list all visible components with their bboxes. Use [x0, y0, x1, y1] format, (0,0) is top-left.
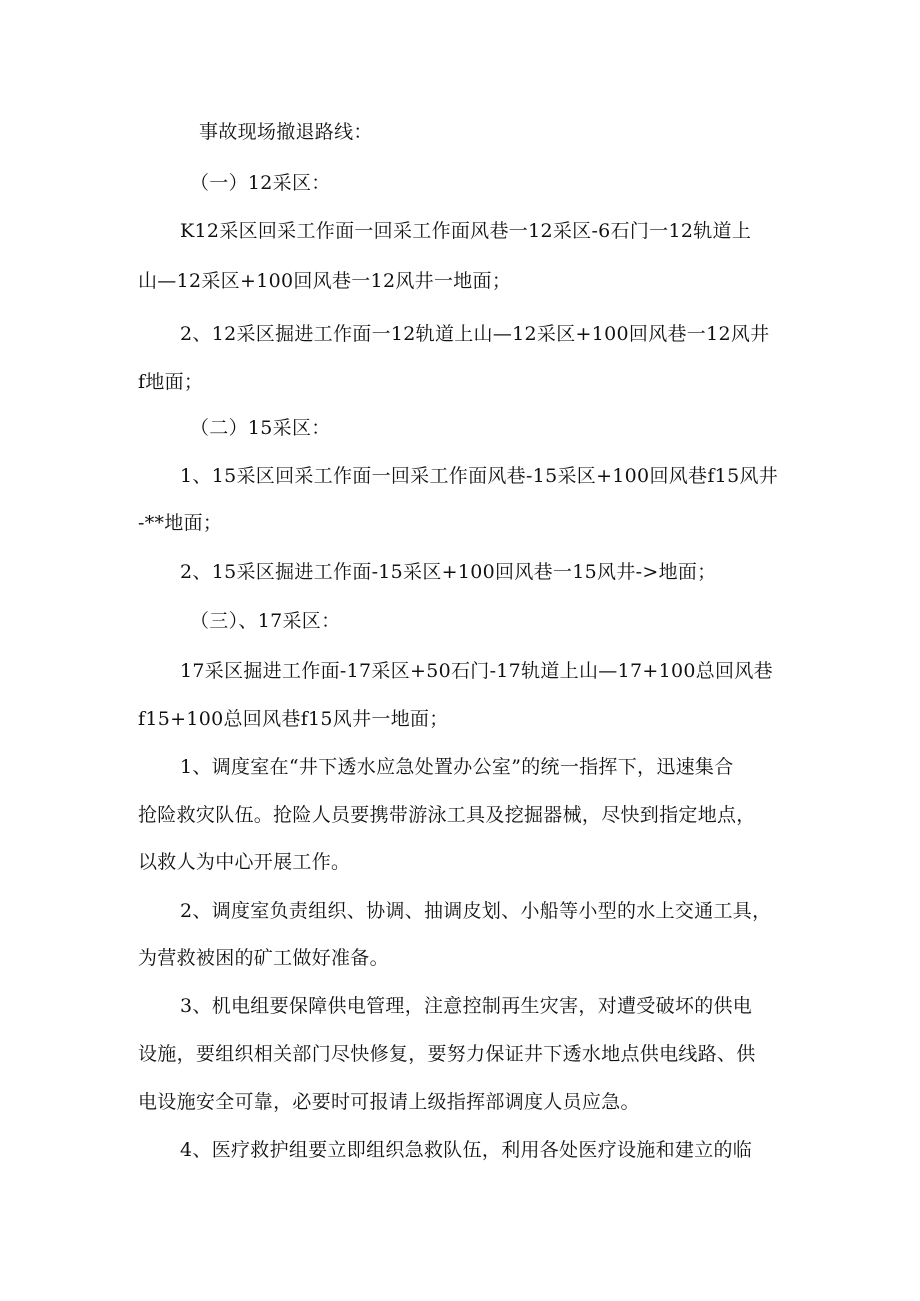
route-line: 2、15采区掘进工作面-15采区+100回风巷一15风井->地面；	[180, 561, 717, 583]
paragraph-line: 1、调度室在“井下透水应急处置办公室”的统一指挥下，迅速集合	[180, 756, 734, 778]
route-line: 2、12采区掘进工作面一12轨道上山—12采区+100回风巷一12风井	[180, 323, 770, 345]
subsection-heading-17: （三）、17采区：	[190, 610, 341, 632]
paragraph-line: 3、机电组要保障供电管理，注意控制再生灾害，对遭受破坏的供电	[180, 995, 753, 1017]
section-heading-evacuation-routes: 事故现场撤退路线：	[199, 121, 373, 143]
route-line: 17采区掘进工作面-17采区+50石门-17轨道上山—17+100总回风巷	[180, 660, 773, 682]
subsection-heading-12: （一）12采区：	[190, 172, 331, 194]
route-line: -**地面；	[138, 512, 223, 534]
paragraph-line: 为营救被困的矿工做好准备。	[138, 947, 389, 969]
paragraph-line: 抢险救灾队伍。抢险人员要携带游泳工具及挖掘器械，尽快到指定地点，	[138, 804, 756, 826]
paragraph-line: 设施，要组织相关部门尽快修复，要努力保证井下透水地点供电线路、供	[138, 1043, 756, 1065]
route-line: 山—12采区+100回风巷一12风井一地面；	[138, 270, 512, 292]
paragraph-line: 4、医疗救护组要立即组织急救队伍，利用各处医疗设施和建立的临	[180, 1139, 753, 1161]
paragraph-line: 以救人为中心开展工作。	[138, 851, 351, 873]
route-line: 1、15采区回采工作面一回采工作面风巷-15采区+100回风巷f15风井	[180, 465, 779, 487]
route-line: f15+100总回风巷f15风井一地面；	[138, 708, 449, 730]
subsection-heading-15: （二）15采区：	[190, 417, 331, 439]
paragraph-line: 2、调度室负责组织、协调、抽调皮划、小船等小型的水上交通工具，	[180, 900, 772, 922]
route-line: K12采区回采工作面一回采工作面风巷一12采区-6石门一12轨道上	[180, 220, 752, 242]
paragraph-line: 电设施安全可靠，必要时可报请上级指挥部调度人员应急。	[138, 1091, 640, 1113]
route-line: f地面；	[138, 371, 204, 393]
